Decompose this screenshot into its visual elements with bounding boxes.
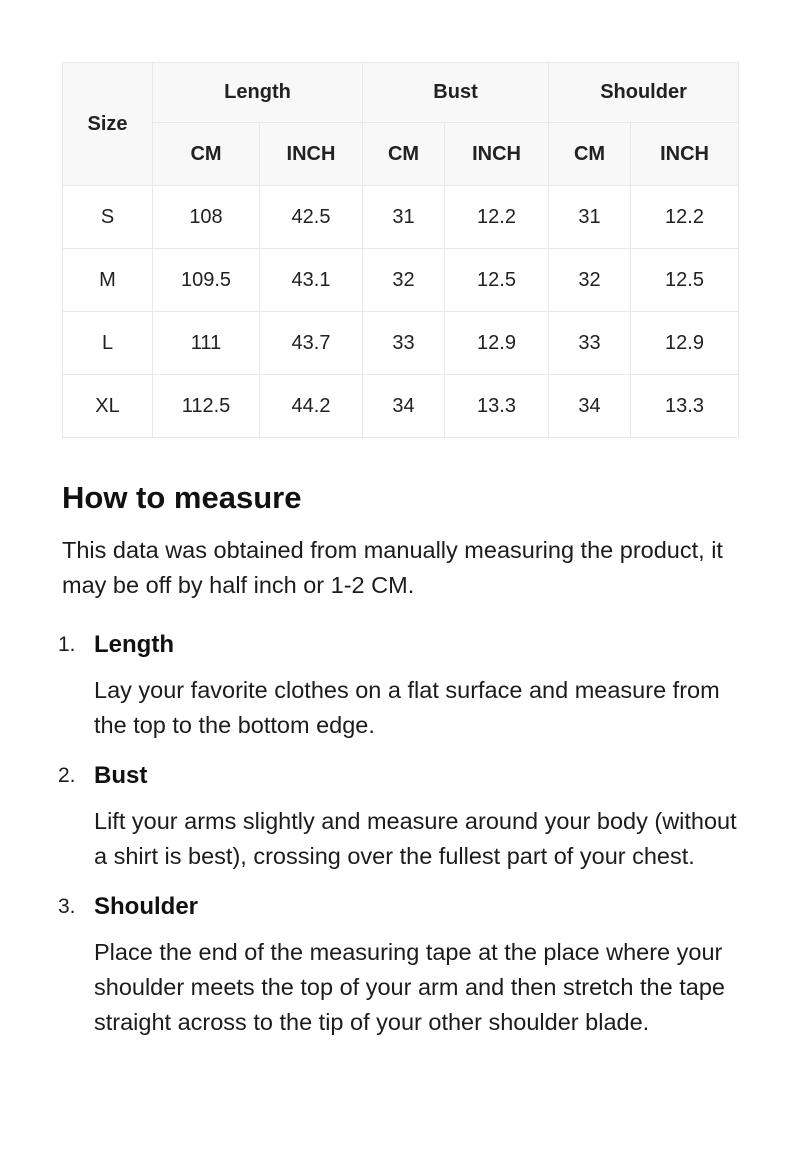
step-term: Bust [94,762,148,789]
step-term: Length [94,631,174,658]
size-chart-table [62,62,739,438]
step-body [94,758,740,874]
value-cell: 31 [363,186,445,249]
size-cell: M [63,249,153,312]
value-cell: 33 [363,312,445,375]
value-cell: 109.5 [153,249,260,312]
table-unit-header-row [63,123,739,186]
unit-header-shoulder-inch: INCH [631,123,739,186]
table-row [63,186,739,249]
value-cell: 12.2 [631,186,739,249]
step-body [94,889,740,1040]
column-header-shoulder: Shoulder [549,63,739,123]
unit-header-shoulder-cm: CM [549,123,631,186]
step-description: Lay your favorite clothes on a flat surface and measure from the top to the bottom edge. [94,677,720,738]
how-to-measure-heading: How to measure [62,480,302,515]
step-number: 2. [58,764,76,787]
unit-header-length-inch: INCH [260,123,363,186]
value-cell: 32 [549,249,631,312]
step-number: 3. [58,895,76,918]
value-cell: 112.5 [153,375,260,438]
table-row [63,375,739,438]
value-cell: 43.7 [260,312,363,375]
value-cell: 108 [153,186,260,249]
value-cell: 34 [549,375,631,438]
measure-step-length [58,627,740,743]
step-description: Lift your arms slightly and measure around your body (without a shirt is best), crossing over the fullest part of your chest. [94,808,737,869]
value-cell: 12.5 [445,249,549,312]
value-cell: 12.5 [631,249,739,312]
value-cell: 12.9 [445,312,549,375]
value-cell: 13.3 [445,375,549,438]
measure-step-shoulder [58,889,740,1040]
size-cell: S [63,186,153,249]
unit-header-bust-inch: INCH [445,123,549,186]
table-header-row [63,63,739,123]
value-cell: 34 [363,375,445,438]
measure-steps-list [58,627,740,1040]
step-number: 1. [58,633,76,656]
measure-intro-text: This data was obtained from manually measuring the product, it may be off by half inch or 1-2 CM. [62,537,723,598]
unit-header-bust-cm: CM [363,123,445,186]
unit-header-length-cm: CM [153,123,260,186]
column-header-length: Length [153,63,363,123]
measure-step-bust [58,758,740,874]
step-body [94,627,740,743]
value-cell: 42.5 [260,186,363,249]
step-description: Place the end of the measuring tape at the place where your shoulder meets the top of your arm and then stretch the tape straight across to the tip of your other shoulder blade. [94,939,725,1035]
value-cell: 13.3 [631,375,739,438]
value-cell: 44.2 [260,375,363,438]
column-header-bust: Bust [363,63,549,123]
value-cell: 12.2 [445,186,549,249]
value-cell: 33 [549,312,631,375]
value-cell: 111 [153,312,260,375]
value-cell: 43.1 [260,249,363,312]
value-cell: 31 [549,186,631,249]
table-row [63,312,739,375]
value-cell: 32 [363,249,445,312]
value-cell: 12.9 [631,312,739,375]
size-cell: XL [63,375,153,438]
step-term: Shoulder [94,893,199,920]
table-row [63,249,739,312]
column-header-size: Size [63,63,153,186]
size-cell: L [63,312,153,375]
